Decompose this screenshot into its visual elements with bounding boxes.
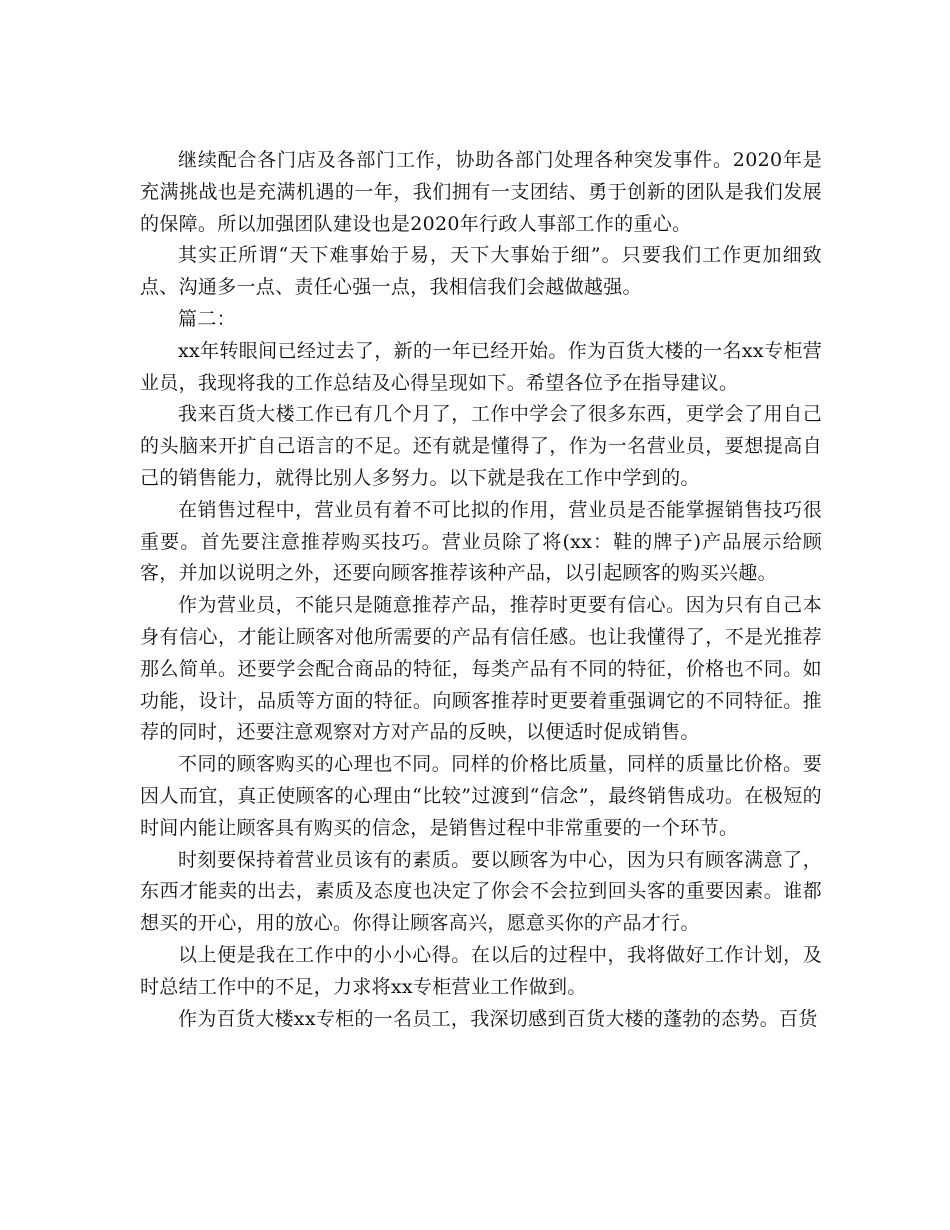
section-heading: 篇二： <box>178 307 236 330</box>
paragraph: 以上便是我在工作中的小小心得。在以后的过程中，我将做好工作计划，及时总结工作中的不足，力求将xx专柜营业工作做到。 <box>140 943 822 998</box>
paragraph: 在销售过程中，营业员有着不可比拟的作用，营业员是否能掌握销售技巧很重要。首先要注意推荐购买技巧。营业员除了将(xx：鞋的牌子)产品展示给顾客，并加以说明之外，还要向顾客推荐该种产品，以引起顾客的购买兴趣。 <box>140 498 822 585</box>
paragraph: 其实正所谓“天下难事始于易，天下大事始于细”。只要我们工作更加细致点、沟通多一点、责任心强一点，我相信我们会越做越强。 <box>140 244 822 299</box>
paragraph: 我来百货大楼工作已有几个月了，工作中学会了很多东西，更学会了用自己的头脑来开扩自己语言的不足。还有就是懂得了，作为一名营业员，要想提高自己的销售能力，就得比别人多努力。以下就是我在工作中学到的。 <box>140 403 822 489</box>
paragraph: 作为营业员，不能只是随意推荐产品，推荐时更要有信心。因为只有自己本身有信心，才能让顾客对他所需要的产品有信任感。也让我懂得了，不是光推荐那么简单。还要学会配合商品的特征，每类产品有不同的特征，价格也不同。如功能，设计，品质等方面的特征。向顾客推荐时更要着重强调它的不同特征。推荐的同时，还要注意观察对方对产品的反映，以便适时促成销售。 <box>140 594 822 744</box>
paragraph: xx年转眼间已经过去了，新的一年已经开始。作为百货大楼的一名xx专柜营业员，我现将我的工作总结及心得呈现如下。希望各位予在指导建议。 <box>140 339 822 394</box>
paragraph: 时刻要保持着营业员该有的素质。要以顾客为中心，因为只有顾客满意了，东西才能卖的出去，素质及态度也决定了你会不会拉到回头客的重要因素。谁都想买的开心，用的放心。你得让顾客高兴，愿意买你的产品才行。 <box>140 848 822 935</box>
paragraph: 不同的顾客购买的心理也不同。同样的价格比质量，同样的质量比价格。要因人而宜，真正使顾客的心理由“比较”过渡到“信念”，最终销售成功。在极短的时间内能让顾客具有购买的信念，是销售过程中非常重要的一个环节。 <box>140 753 822 839</box>
paragraph: 继续配合各门店及各部门工作，协助各部门处理各种突发事件。2020年是充满挑战也是充满机遇的一年，我们拥有一支团结、勇于创新的团队是我们发展的保障。所以加强团队建设也是2020年行政人事部工作的重心。 <box>140 149 822 235</box>
document-body <box>140 145 822 1035</box>
paragraph: 作为百货大楼xx专柜的一名员工，我深切感到百货大楼的蓬勃的态势。百货 <box>178 1007 818 1030</box>
